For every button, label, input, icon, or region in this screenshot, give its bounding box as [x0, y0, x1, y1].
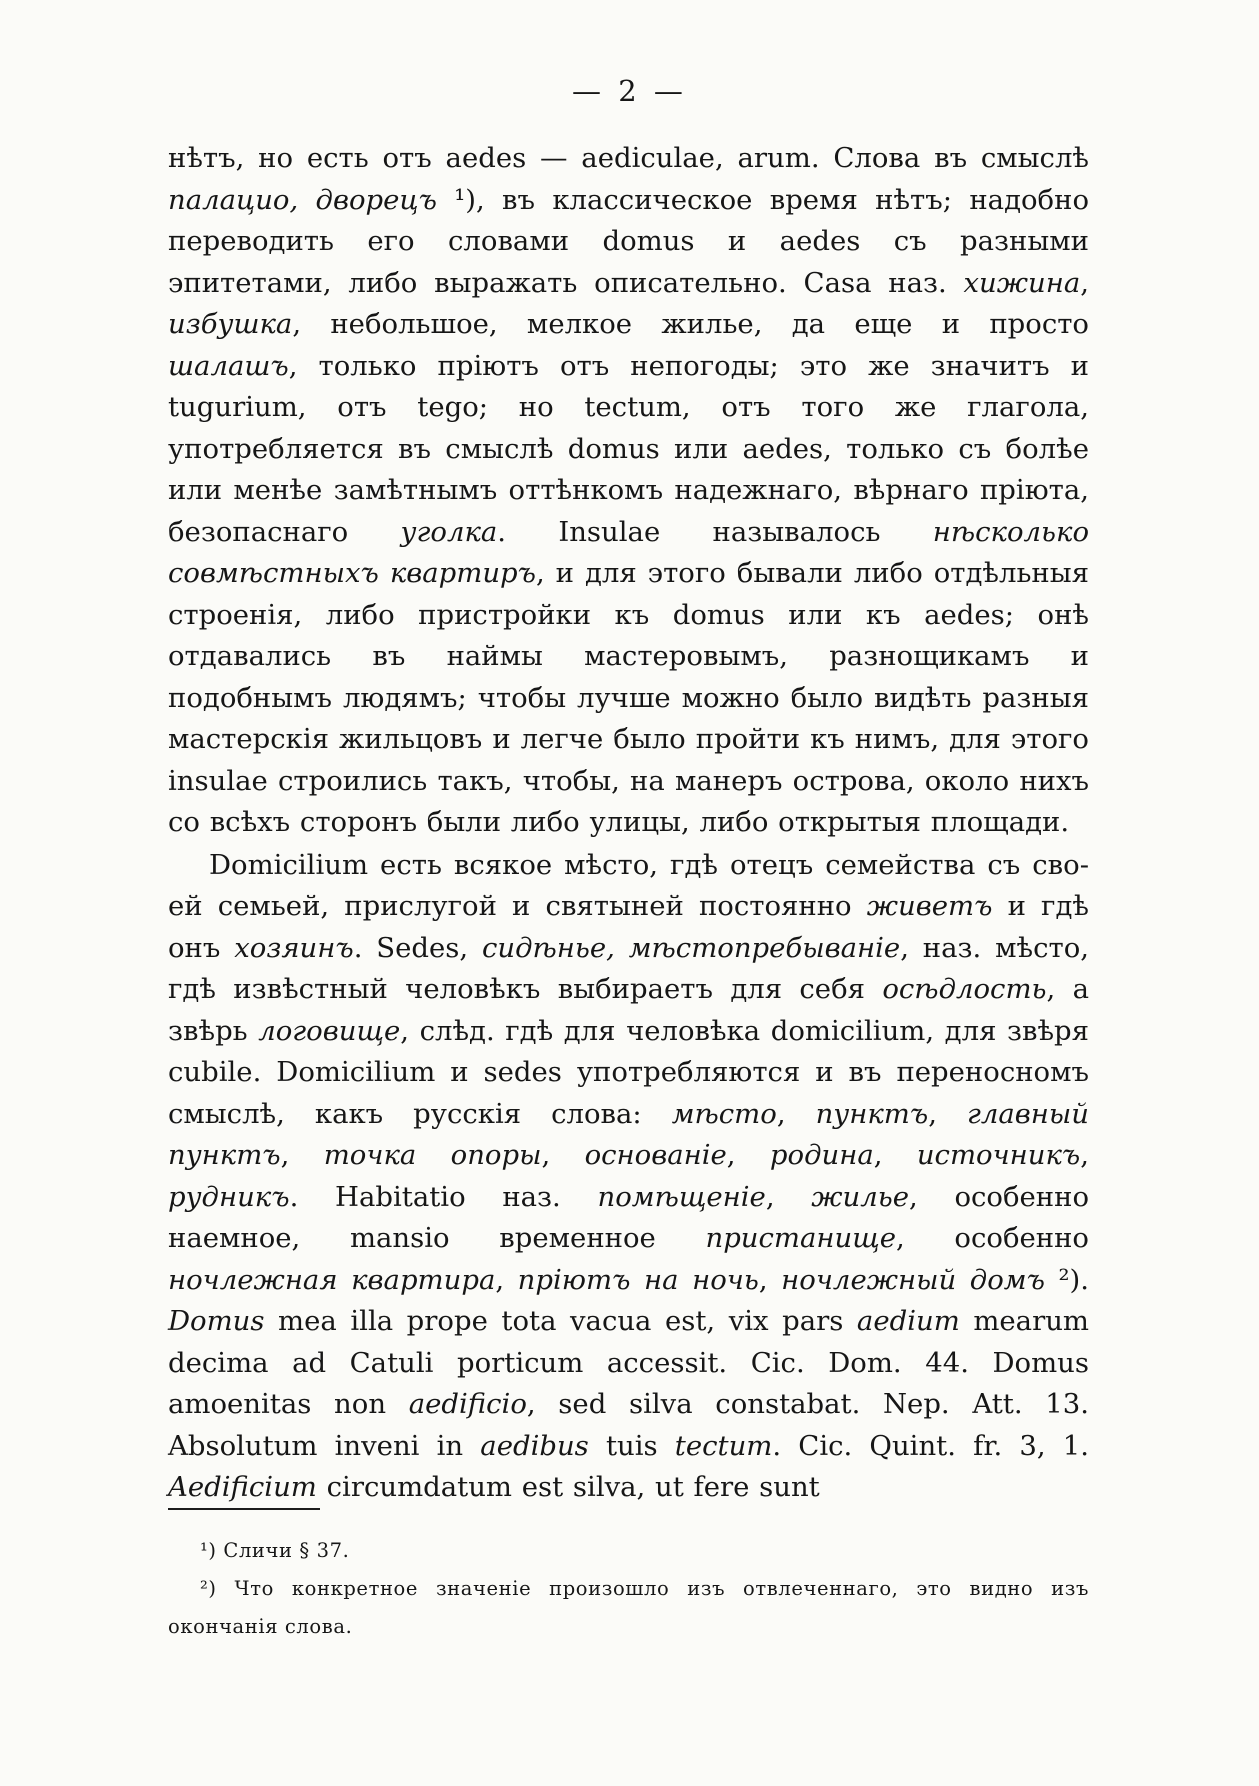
italic-term: ночлежная квартира [168, 1263, 496, 1296]
italic-term: пунктъ [815, 1097, 929, 1130]
body-text [168, 138, 1089, 1509]
text-run: , только пріютъ отъ непогоды; это же значитъ и tugurium, отъ tego; но tectum, отъ того же глагола, употребляется въ смыслѣ domus или aedes, только съ болѣе или менѣе замѣтнымъ оттѣнкомъ надежнаго, вѣрнаго пріюта, безопаснаго [168, 349, 1089, 548]
text-run: tuis [588, 1429, 675, 1462]
text-run: и гдѣ онъ [168, 890, 1089, 964]
text-run: , [776, 1097, 816, 1130]
text-run: , наз. мѣсто, гдѣ извѣстный человѣкъ выбираетъ для себя [168, 931, 1090, 1005]
italic-term: жилье [811, 1180, 910, 1213]
footnote-rule [168, 1508, 320, 1510]
text-run: , [1080, 266, 1089, 299]
text-run: , [928, 1097, 967, 1130]
text-run: ²). [1044, 1263, 1089, 1296]
text-run: , небольшое, мелкое жилье, да еще и просто [292, 308, 1089, 340]
italic-term: Domus [168, 1305, 265, 1337]
text-run: , [1080, 1139, 1090, 1171]
italic-term: Aedificium [168, 1471, 317, 1503]
italic-term: aedibus [480, 1429, 589, 1462]
text-run: mearum decima ad Catuli porticum accessit. Cic. Dom. 44. Domus amoenitas non [168, 1305, 1090, 1420]
text-run: . Insulae называлось [497, 515, 933, 548]
italic-term: aedium [856, 1305, 960, 1337]
text-run: , особенно [896, 1222, 1089, 1254]
text-run: , а звѣрь [168, 973, 1089, 1047]
page-number: — 2 — [572, 74, 687, 108]
italic-term: точка опоры [323, 1139, 542, 1171]
italic-term: ночлежный домъ [781, 1263, 1045, 1296]
italic-term: палацио, дворецъ [168, 183, 437, 216]
text-run: , [758, 1263, 782, 1296]
italic-term: живетъ [866, 890, 993, 922]
text-run: . Sedes, [353, 931, 482, 964]
text-run: circumdatum est silva, ut fere sunt [316, 1471, 820, 1503]
footnotes [168, 1532, 1089, 1646]
italic-term: рудникъ [168, 1180, 290, 1213]
italic-term: уголка [400, 515, 498, 548]
footnote-1: ¹) Сличи § 37. [200, 1539, 350, 1562]
text-run: , [541, 1139, 585, 1171]
italic-term: хозяинъ [234, 931, 354, 964]
text-run: mea illa prope tota vacua est, vix pars [264, 1305, 857, 1337]
paragraph-1 [168, 138, 1089, 844]
text-run: , особенно наемное, mansio временное [168, 1180, 1090, 1254]
text-run: . Cic. Quint. fr. 3, 1. [772, 1429, 1089, 1462]
text-run: , слѣд. гдѣ для человѣка domicilium, для звѣря cubile. Domicilium и sedes употребляются и въ переносномъ смыслѣ, какъ русскія слова: [168, 1014, 1090, 1130]
italic-term: основаніе [584, 1139, 727, 1171]
text-run: , [280, 1139, 324, 1171]
italic-term: помѣщеніе [597, 1180, 766, 1213]
italic-term: мѣсто [671, 1097, 777, 1130]
italic-term: источникъ [916, 1139, 1081, 1171]
text-run: , [495, 1263, 518, 1296]
italic-term: сидѣнье, мѣстопребываніе [481, 931, 901, 964]
italic-term: родина [769, 1139, 874, 1171]
text-run: , [765, 1180, 812, 1213]
italic-term: логовище [258, 1014, 401, 1047]
italic-term: хижина [963, 266, 1081, 299]
text-run: , [873, 1139, 917, 1171]
italic-term: осѣдлость [882, 973, 1047, 1005]
text-run: , [726, 1139, 770, 1171]
italic-term: пріютъ на ночь [517, 1263, 759, 1296]
italic-term: шалашъ [168, 349, 289, 382]
footnote-2: ²) Что конкретное значеніе произошло изъ отвлеченнаго, это видно изъ окончанія слова. [168, 1577, 1089, 1638]
text-run: , sed silva constabat. Nep. Att. 13. Absolutum inveni in [168, 1388, 1089, 1462]
italic-term: избушка [168, 308, 293, 340]
text-run: , и для этого бывали либо отдѣльныя строенія, либо пристройки къ domus или къ aedes; онѣ отдавались въ наймы мастеровымъ, разнощикамъ и подобнымъ людямъ; чтобы лучше можно было видѣть разныя мастерскія жильцовъ и легче было пройти къ нимъ, для этого insulae строились такъ, чтобы, на манеръ острова, около нихъ со всѣхъ сторонъ были либо улицы, либо открытыя площади. [168, 557, 1089, 838]
text-run: ¹), въ классическое время нѣтъ; надобно переводить его словами domus и aedes съ разными эпитетами, либо выражать описательно. Casa наз. [168, 183, 1089, 299]
italic-term: нѣсколько совмѣстныхъ квартиръ [168, 515, 1089, 589]
text-run: нѣтъ, но есть отъ aedes — aediculae, arum. Слова въ смыслѣ [168, 142, 1089, 174]
paragraph-2 [168, 845, 1089, 1509]
italic-term: главный пунктъ [168, 1097, 1089, 1171]
italic-term: пристанище [705, 1222, 897, 1254]
text-run: Domicilium есть всякое мѣсто, гдѣ отецъ семейства съ своей семьей, прислугой и святыней постоянно [168, 848, 1089, 922]
text-run: . Habitatio наз. [289, 1180, 598, 1213]
italic-term: tectum [674, 1429, 773, 1462]
italic-term: aedificio [408, 1388, 527, 1420]
